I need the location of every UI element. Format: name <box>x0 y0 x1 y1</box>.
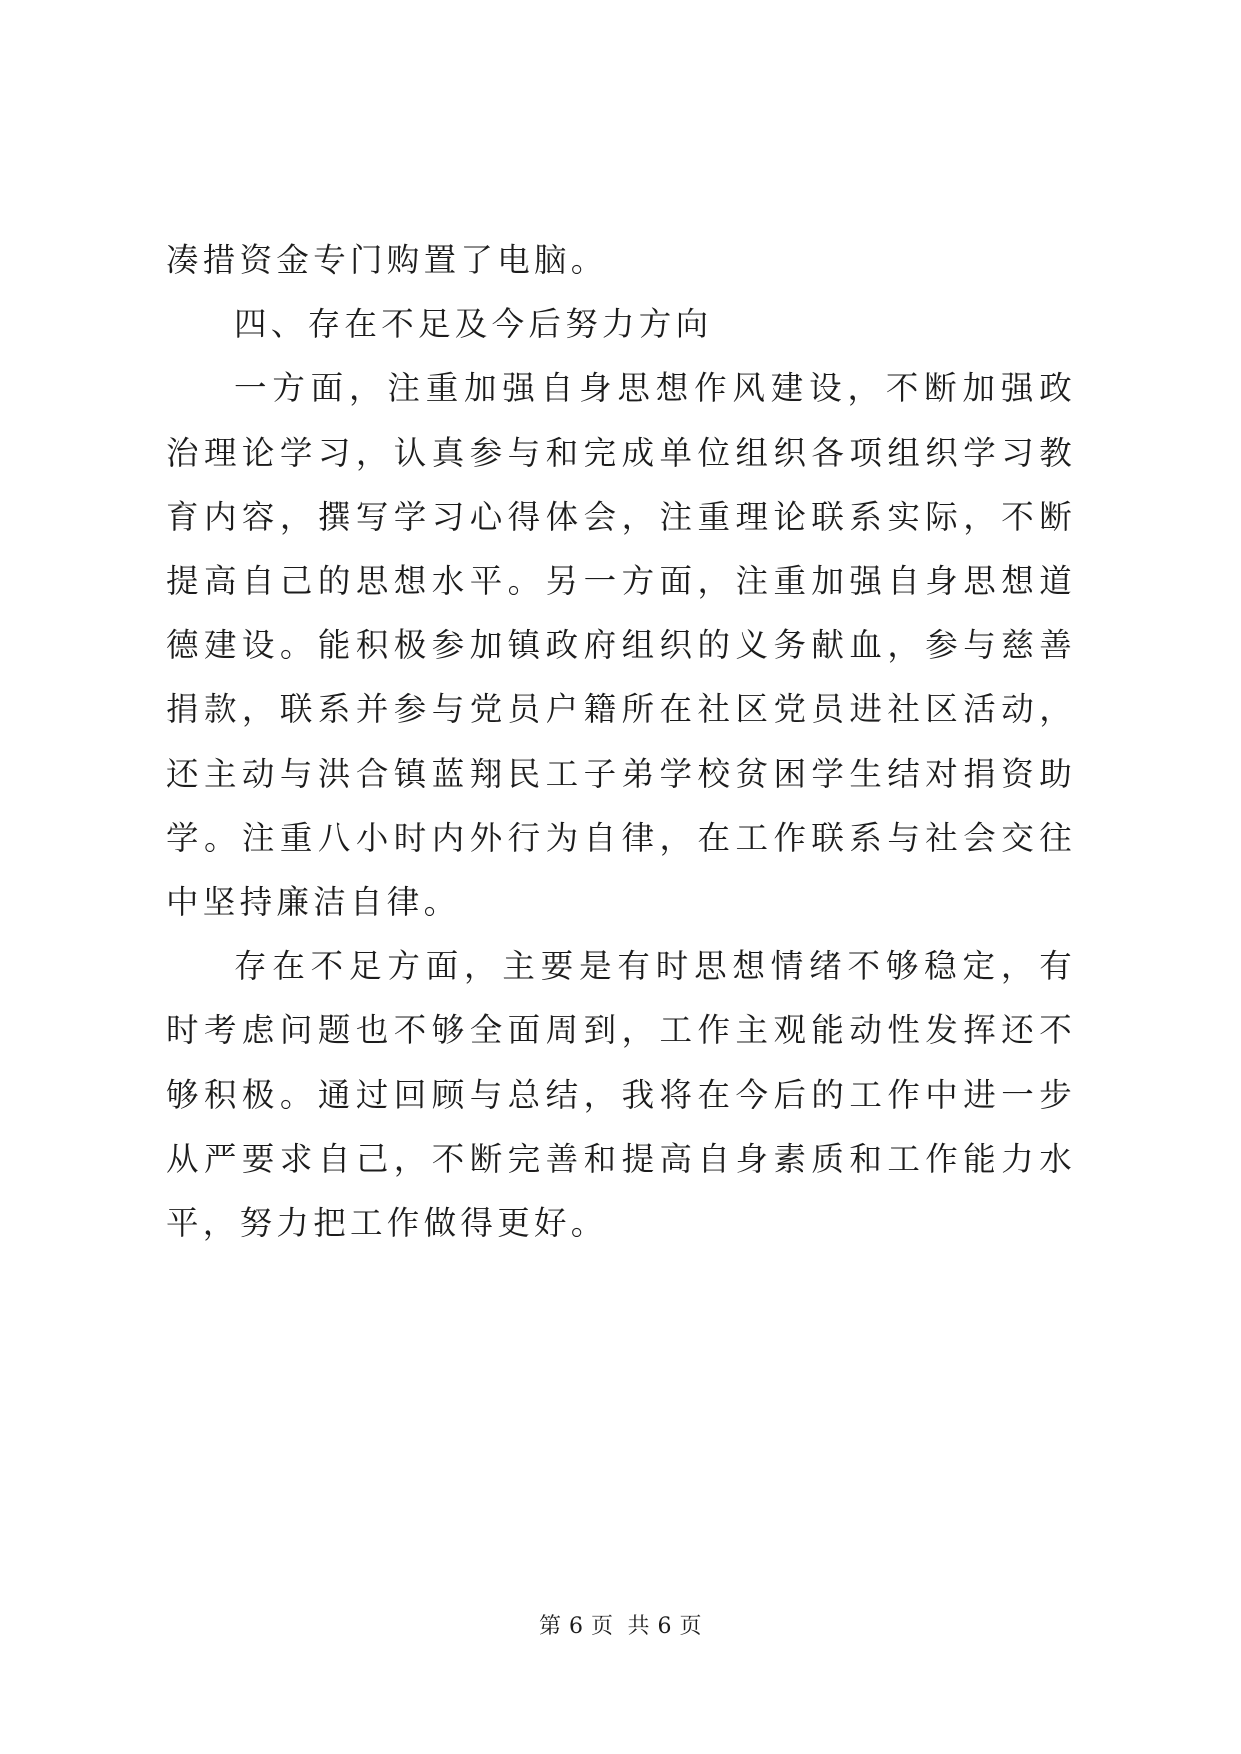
paragraph-continuation: 凑措资金专门购置了电脑。 <box>166 241 608 279</box>
page-footer <box>0 1612 1241 1642</box>
paragraph-shortcomings: 存在不足方面，主要是有时思想情绪不够稳定，有时考虑问题也不够全面周到，工作主观能动性发挥还不够积极。通过回顾与总结，我将在今后的工作中进一步从严要求自己，不断完善和提高自身素质和工作能力水平，努力把工作做得更好。 <box>166 947 1076 1243</box>
paragraph-self-improvement: 一方面，注重加强自身思想作风建设，不断加强政治理论学习，认真参与和完成单位组织各项组织学习教育内容，撰写学习心得体会，注重理论联系实际，不断提高自己的思想水平。另一方面，注重加强自身思想道德建设。能积极参加镇政府组织的义务献血，参与慈善捐款，联系并参与党员户籍所在社区党员进社区活动，还主动与洪合镇蓝翔民工子弟学校贫困学生结对捐资助学。注重八小时内外行为自律，在工作联系与社会交往中坚持廉洁自律。 <box>166 369 1076 922</box>
section-heading: 四、存在不足及今后努力方向 <box>234 305 713 344</box>
page-number-current: 第 6 页 <box>539 1614 614 1639</box>
document-body <box>166 228 1076 1255</box>
page-number-total: 共 6 页 <box>627 1614 702 1639</box>
